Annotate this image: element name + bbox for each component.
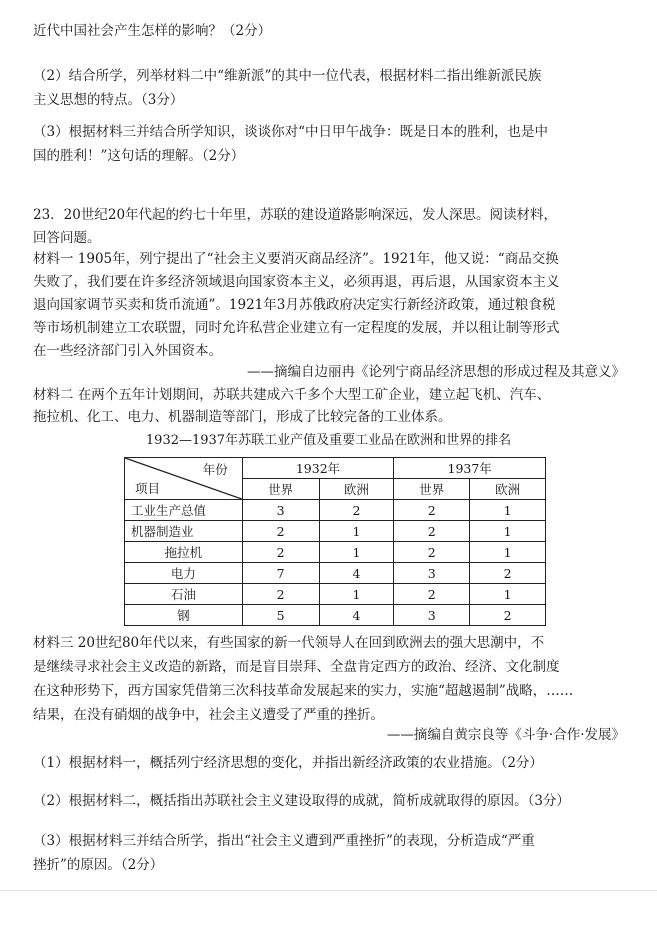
table-caption: 1932—1937年苏联工业产值及重要工业品在欧洲和世界的排名 <box>145 433 512 448</box>
rank-cell: 3 <box>394 563 470 584</box>
ranking-table <box>124 457 546 626</box>
rank-cell: 1 <box>470 500 546 521</box>
corner-year-label: 年份 <box>202 462 228 477</box>
subcol-header: 世界 <box>242 479 319 500</box>
material1-line1: 材料一 1905年，列宁提出了“社会主义要消灭商品经济”。1921年，他又说：“商品交换 <box>33 251 559 267</box>
rank-cell: 1 <box>470 542 546 563</box>
q22-3-line1: （3）根据材料三并结合所学知识，谈谈你对“中日甲午战争：既是日本的胜利，也是中 <box>33 124 548 140</box>
row-item: 电力 <box>125 563 243 584</box>
material1-line2: 失败了，我们要在许多经济领域退向国家资本主义，必须再退，再后退，从国家资本主义 <box>33 274 560 290</box>
row-item: 石油 <box>125 584 243 605</box>
rank-cell: 4 <box>319 605 394 626</box>
subcol-header: 欧洲 <box>319 479 394 500</box>
material1-line4: 等市场机制建立工农联盟，同时允许私营企业建立有一定程度的发展，并以租让制等形式 <box>33 320 560 336</box>
rank-cell: 1 <box>319 584 394 605</box>
table-row <box>125 563 546 584</box>
subcol-header: 世界 <box>394 479 470 500</box>
material3-line1: 材料三 20世纪80年代以来，有些国家的新一代领导人在回到欧洲去的强大思潮中，不 <box>33 635 545 651</box>
rank-cell: 4 <box>319 563 394 584</box>
q23-heading-line1: 23．20世纪20年代起的约七十年里，苏联的建设道路影响深远，发人深思。阅读材料， <box>33 207 558 223</box>
material2-line1: 材料二 在两个五年计划期间，苏联共建成六千多个大型工矿企业，建立起飞机、汽车、 <box>33 387 551 403</box>
rank-cell: 7 <box>242 563 319 584</box>
material1-line3: 退向国家调节买卖和货币流通”。1921年3月苏俄政府决定实行新经济政策，通过粮食税 <box>33 297 556 313</box>
rank-cell: 2 <box>470 605 546 626</box>
material2-line2: 拖拉机、化工、电力、机器制造等部门，形成了比较完备的工业体系。 <box>33 409 452 425</box>
table-row <box>125 521 546 542</box>
material1-line5: 在一些经济部门引入外国资本。 <box>33 343 222 359</box>
q22-2-line2: 主义思想的特点。（3分） <box>33 92 184 108</box>
rank-cell: 2 <box>242 521 319 542</box>
year-header-1937: 1937年 <box>394 458 546 479</box>
q22-tail: 近代中国社会产生怎样的影响？（2分） <box>33 23 272 39</box>
row-item: 机器制造业 <box>125 521 243 542</box>
q23-1: （1）根据材料一，概括列宁经济思想的变化，并指出新经济政策的农业措施。（2分） <box>33 755 543 771</box>
table-row <box>125 500 546 521</box>
rank-cell: 2 <box>394 521 470 542</box>
rank-cell: 3 <box>242 500 319 521</box>
table-row <box>125 542 546 563</box>
corner-item-label: 项目 <box>135 481 161 496</box>
rank-cell: 2 <box>242 584 319 605</box>
q23-3-line2: 挫折”的原因。（2分） <box>33 857 164 873</box>
material1-source: ——摘编自边丽冉《论列宁商品经济思想的形成过程及其意义》 <box>247 364 625 380</box>
table-row <box>125 605 546 626</box>
rank-cell: 3 <box>394 605 470 626</box>
material3-source: ——摘编自黄宗良等《斗争·合作·发展》 <box>386 727 625 743</box>
rank-cell: 1 <box>470 521 546 542</box>
rank-cell: 5 <box>242 605 319 626</box>
row-item: 钢 <box>125 605 243 626</box>
table-corner-cell <box>125 458 243 500</box>
rank-cell: 2 <box>394 584 470 605</box>
material3-line2: 是继续寻求社会主义改造的新路，而是盲目崇拜、全盘肯定西方的政治、经济、文化制度 <box>33 659 560 675</box>
q23-3-line1: （3）根据材料三并结合所学，指出“社会主义遭到严重挫折”的表现，分析造成“严重 <box>33 833 535 849</box>
rank-cell: 1 <box>319 521 394 542</box>
rank-cell: 2 <box>394 500 470 521</box>
row-item: 工业生产总值 <box>125 500 243 521</box>
q22-3-line2: 国的胜利！”这句话的理解。（2分） <box>33 148 245 164</box>
rank-cell: 1 <box>470 584 546 605</box>
q23-2: （2）根据材料二，概括指出苏联社会主义建设取得的成就，简析成就取得的原因。（3分） <box>33 793 570 809</box>
table-row <box>125 584 546 605</box>
rank-cell: 2 <box>394 542 470 563</box>
q23-heading-line2: 回答问题。 <box>33 230 101 246</box>
rank-cell: 2 <box>319 500 394 521</box>
q22-2-line1: （2）结合所学，列举材料二中“维新派”的其中一位代表，根据材料二指出维新派民族 <box>33 68 542 84</box>
rank-cell: 2 <box>470 563 546 584</box>
material3-line4: 结果，在没有硝烟的战争中，社会主义遭受了严重的挫折。 <box>33 707 384 723</box>
subcol-header: 欧洲 <box>470 479 546 500</box>
year-header-1932: 1932年 <box>242 458 394 479</box>
rank-cell: 1 <box>319 542 394 563</box>
material3-line3: 在这种形势下，西方国家凭借第三次科技革命发展起来的实力，实施“超越遏制”战略，…… <box>33 683 574 699</box>
row-item: 拖拉机 <box>125 542 243 563</box>
bottom-divider <box>0 890 657 891</box>
rank-cell: 2 <box>242 542 319 563</box>
